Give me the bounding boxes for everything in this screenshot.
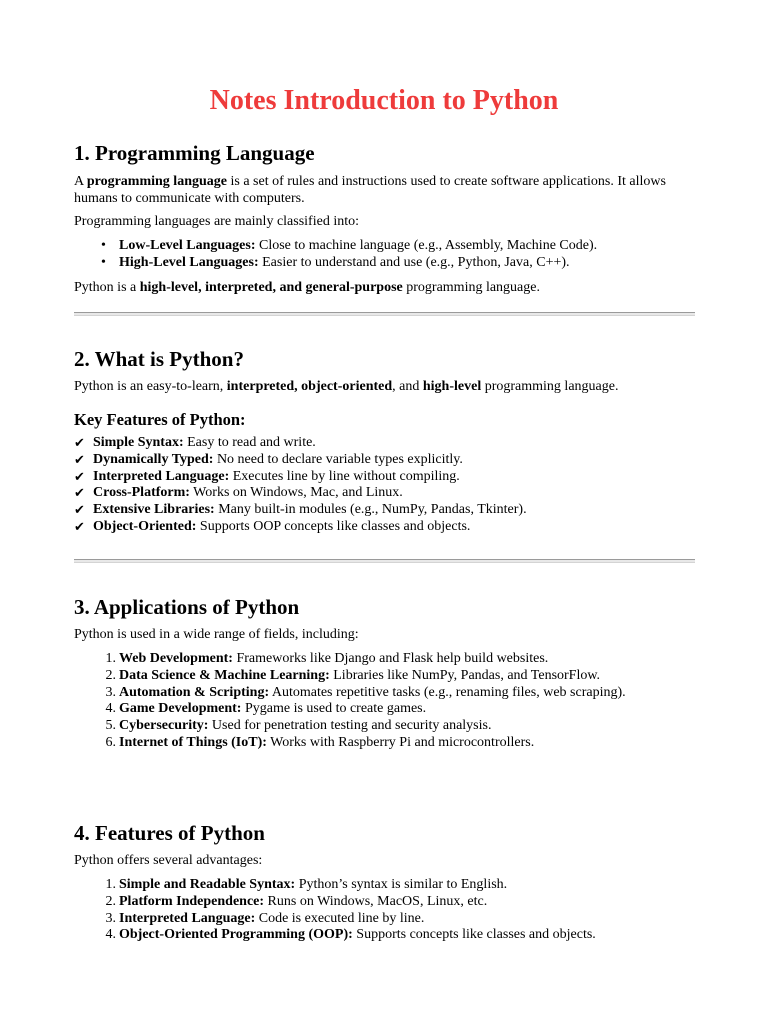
- section-programming-language: [74, 140, 698, 296]
- item-text: Runs on Windows, MacOS, Linux, etc.: [264, 893, 488, 909]
- paragraph: Programming languages are mainly classified into:: [74, 214, 359, 229]
- list-item: [74, 911, 698, 928]
- item-number: 2.: [105, 667, 116, 683]
- text: Python is a: [74, 279, 140, 295]
- list-item: [74, 685, 698, 702]
- item-label: Cybersecurity:: [119, 718, 209, 734]
- item-text: Works with Raspberry Pi and microcontrollers.: [266, 734, 535, 750]
- checklist-item: [74, 469, 698, 486]
- checkmark-icon: ✔: [74, 435, 85, 450]
- item-text: Works on Windows, Mac, and Linux.: [189, 485, 403, 501]
- bold-text: programming language: [86, 174, 227, 189]
- checklist-item: [74, 502, 698, 519]
- item-text: Many built-in modules (e.g., NumPy, Pandas, Tkinter).: [214, 502, 527, 518]
- item-text: Easier to understand and use (e.g., Python, Java, C++).: [258, 254, 570, 270]
- list-item: [74, 651, 698, 668]
- checkmark-icon: ✔: [74, 468, 85, 484]
- page-title: Notes Introduction to Python: [209, 85, 559, 116]
- item-text: Code is executed line by line.: [255, 910, 425, 926]
- item-label: Automation & Scripting:: [119, 684, 270, 700]
- checklist-item: [74, 435, 698, 452]
- subheading: Key Features of Python:: [74, 410, 246, 429]
- item-label: Object-Oriented:: [93, 518, 197, 534]
- item-label: Object-Oriented Programming (OOP):: [119, 927, 353, 943]
- section-heading: 3. Applications of Python: [74, 595, 300, 619]
- item-number: 6.: [105, 734, 116, 750]
- item-label: Platform Independence:: [119, 893, 265, 909]
- checkmark-icon: ✔: [74, 502, 85, 518]
- item-number: 2.: [105, 893, 116, 909]
- numbered-list: [74, 877, 698, 944]
- item-label: Interpreted Language:: [93, 468, 230, 484]
- item-label: Dynamically Typed:: [93, 451, 214, 467]
- item-number: 3.: [105, 684, 116, 700]
- horizontal-divider: [74, 559, 695, 563]
- text: programming language.: [402, 279, 540, 295]
- checkmark-icon: ✔: [74, 485, 85, 501]
- bold-text: interpreted, object-oriented: [226, 379, 393, 394]
- item-text: Executes line by line without compiling.: [229, 468, 460, 484]
- bold-text: high-level, interpreted, and general-purpose: [139, 279, 403, 295]
- checklist-item: [74, 485, 698, 502]
- item-number: 4.: [105, 701, 116, 717]
- item-label: Data Science & Machine Learning:: [119, 667, 330, 683]
- section-heading: 2. What is Python?: [74, 347, 244, 371]
- section-heading: 1. Programming Language: [74, 141, 315, 165]
- section-features-of-python: [74, 820, 698, 944]
- section-heading: 4. Features of Python: [74, 821, 265, 845]
- checklist: [74, 435, 698, 536]
- item-text: Python’s syntax is similar to English.: [295, 877, 508, 892]
- item-text: Close to machine language (e.g., Assembly, Machine Code).: [255, 238, 598, 253]
- checklist-item: [74, 452, 698, 469]
- bullet-list: [74, 238, 698, 272]
- item-text: No need to declare variable types explicitly.: [213, 451, 463, 467]
- item-number: 4.: [105, 927, 116, 943]
- item-label: Extensive Libraries:: [93, 502, 215, 518]
- list-item: [74, 255, 698, 272]
- numbered-list: [74, 651, 698, 752]
- paragraph: [74, 279, 698, 296]
- text: is a set of rules and instructions used to create software applications. It allows humans to communicate with computers.: [74, 174, 666, 206]
- text: A: [74, 174, 87, 189]
- list-item: [74, 238, 698, 255]
- item-text: Supports concepts like classes and objects.: [352, 927, 596, 943]
- list-item: [74, 701, 698, 718]
- item-label: Cross-Platform:: [93, 485, 190, 501]
- item-text: Libraries like NumPy, Pandas, and TensorFlow.: [329, 667, 601, 683]
- list-item: [74, 927, 698, 944]
- section-what-is-python: [74, 346, 698, 536]
- item-text: Automates repetitive tasks (e.g., renaming files, web scraping).: [269, 684, 626, 700]
- paragraph: Python is used in a wide range of fields, including:: [74, 627, 359, 642]
- text: Python is an easy-to-learn,: [74, 379, 227, 394]
- text: , and: [392, 379, 423, 394]
- item-label: Game Development:: [119, 701, 242, 717]
- item-number: 3.: [105, 910, 116, 926]
- item-text: Easy to read and write.: [183, 435, 316, 450]
- item-label: Low-Level Languages:: [119, 238, 256, 253]
- item-text: Pygame is used to create games.: [241, 701, 427, 717]
- text: programming language.: [481, 379, 619, 394]
- item-text: Used for penetration testing and security analysis.: [208, 718, 492, 734]
- checkmark-icon: ✔: [74, 451, 85, 467]
- item-label: Simple Syntax:: [93, 435, 184, 450]
- item-text: Frameworks like Django and Flask help build websites.: [232, 651, 549, 666]
- section-applications-of-python: [74, 594, 698, 752]
- item-number: 1.: [105, 651, 116, 666]
- list-item: [74, 668, 698, 685]
- horizontal-divider: [74, 312, 695, 316]
- item-number: 5.: [105, 718, 116, 734]
- item-text: Supports OOP concepts like classes and objects.: [196, 518, 471, 534]
- bold-text: high-level: [422, 379, 482, 394]
- checkmark-icon: ✔: [74, 518, 85, 534]
- item-label: Simple and Readable Syntax:: [119, 877, 296, 892]
- paragraph: [74, 378, 698, 395]
- item-number: 1.: [105, 877, 116, 892]
- list-item: [74, 877, 698, 894]
- checklist-item: [74, 519, 698, 536]
- item-label: Web Development:: [119, 651, 233, 666]
- paragraph: Python offers several advantages:: [74, 853, 263, 868]
- item-label: High-Level Languages:: [119, 254, 259, 270]
- item-label: Internet of Things (IoT):: [119, 734, 267, 750]
- paragraph: [74, 173, 698, 207]
- list-item: [74, 894, 698, 911]
- item-label: Interpreted Language:: [119, 910, 256, 926]
- list-item: [74, 718, 698, 735]
- list-item: [74, 735, 698, 752]
